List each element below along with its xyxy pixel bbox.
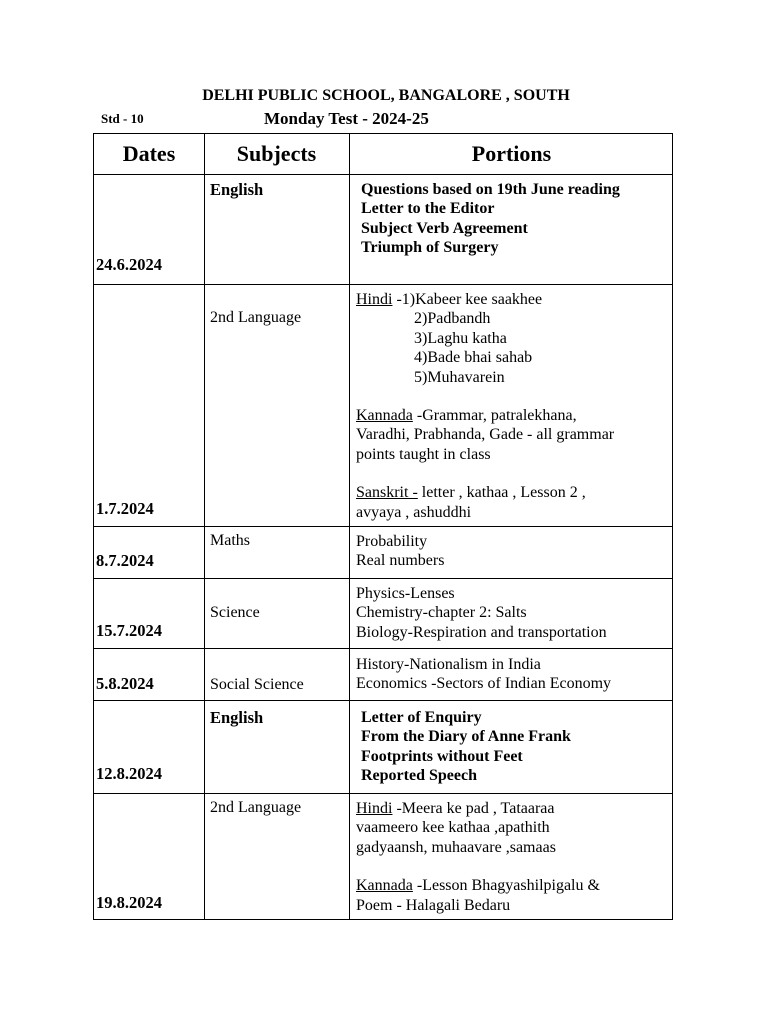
portion-item: Footprints without Feet xyxy=(361,747,523,765)
column-header-portions: Portions xyxy=(471,141,552,166)
row-divider xyxy=(94,793,672,794)
portion-item: avyaya , ashuddhi xyxy=(356,503,472,521)
portion-item: Letter to the Editor xyxy=(361,200,495,218)
row-subject: Maths xyxy=(210,532,250,549)
portion-item: Real numbers xyxy=(356,552,445,570)
kannada-label: Kannada xyxy=(356,407,413,425)
test-title: Monday Test - 2024-25 xyxy=(264,109,429,128)
portion-item: 5)Muhavarein xyxy=(414,368,505,386)
row-date: 5.8.2024 xyxy=(96,674,154,693)
row-subject: 2nd Language xyxy=(210,309,302,326)
portion-item: -Lesson Bhagyashilpigalu & xyxy=(412,877,600,895)
row-divider xyxy=(94,174,672,175)
row-subject: English xyxy=(210,708,264,727)
portion-item: points taught in class xyxy=(356,445,491,463)
portion-item: Chemistry-chapter 2: Salts xyxy=(356,604,527,622)
row-divider xyxy=(94,700,672,701)
row-portions xyxy=(356,655,611,694)
portion-item: -Meera ke pad , Tataaraa xyxy=(392,800,555,817)
portion-item: 3)Laghu katha xyxy=(414,329,507,347)
portion-item: -1)Kabeer kee saakhee xyxy=(392,291,543,308)
standard-label: Std - 10 xyxy=(101,111,144,126)
row-date: 12.8.2024 xyxy=(96,764,162,783)
portion-item: Physics-Lenses xyxy=(356,585,455,602)
hindi-label: Hindi xyxy=(356,291,393,308)
row-portions xyxy=(361,180,620,258)
row-portions xyxy=(356,799,600,915)
portion-item: letter , kathaa , Lesson 2 , xyxy=(417,484,586,502)
portion-item: Triumph of Surgery xyxy=(361,239,499,257)
row-portions xyxy=(361,708,571,786)
row-portions xyxy=(356,532,444,571)
column-header-subjects: Subjects xyxy=(236,141,317,166)
column-divider xyxy=(204,134,205,919)
row-divider xyxy=(94,648,672,649)
portion-item: Economics -Sectors of Indian Economy xyxy=(356,675,612,693)
portion-item: Biology-Respiration and transportation xyxy=(356,623,607,641)
row-portions xyxy=(356,584,607,642)
portion-item: Probability xyxy=(356,533,428,550)
column-header-dates: Dates xyxy=(122,141,176,166)
portion-item: Varadhi, Prabhanda, Gade - all grammar xyxy=(356,426,615,444)
portion-item: History-Nationalism in India xyxy=(356,656,541,673)
row-date: 8.7.2024 xyxy=(96,551,154,570)
row-divider xyxy=(94,284,672,285)
row-date: 24.6.2024 xyxy=(96,255,162,274)
portion-item: Letter of Enquiry xyxy=(361,709,482,726)
row-date: 1.7.2024 xyxy=(96,499,154,518)
row-subject: English xyxy=(210,180,264,199)
school-name: DELHI PUBLIC SCHOOL, BANGALORE , SOUTH xyxy=(202,87,570,104)
row-divider xyxy=(94,578,672,579)
row-divider xyxy=(94,526,672,527)
sanskrit-label: Sanskrit - xyxy=(356,484,418,502)
portion-item: 2)Padbandh xyxy=(414,310,491,328)
row-date: 19.8.2024 xyxy=(96,893,162,912)
portion-item: Reported Speech xyxy=(361,767,477,785)
kannada-label: Kannada xyxy=(356,877,413,895)
row-portions xyxy=(356,290,614,522)
hindi-label: Hindi xyxy=(356,800,393,817)
portion-item: Poem - Halagali Bedaru xyxy=(356,896,511,914)
portion-item: 4)Bade bhai sahab xyxy=(414,349,533,367)
column-divider xyxy=(349,134,350,919)
row-subject: Science xyxy=(210,604,260,621)
row-subject: 2nd Language xyxy=(210,799,302,816)
portion-item: -Grammar, patralekhana, xyxy=(412,407,577,425)
row-date: 15.7.2024 xyxy=(96,621,162,640)
portion-item: Questions based on 19th June reading xyxy=(361,181,620,198)
portion-item: gadyaansh, muhaavare ,samaas xyxy=(356,838,556,856)
row-subject: Social Science xyxy=(210,676,304,693)
portion-item: vaameero kee kathaa ,apathith xyxy=(356,819,550,837)
schedule-table xyxy=(93,133,673,920)
portion-item: From the Diary of Anne Frank xyxy=(361,728,571,746)
portion-item: Subject Verb Agreement xyxy=(361,219,528,237)
